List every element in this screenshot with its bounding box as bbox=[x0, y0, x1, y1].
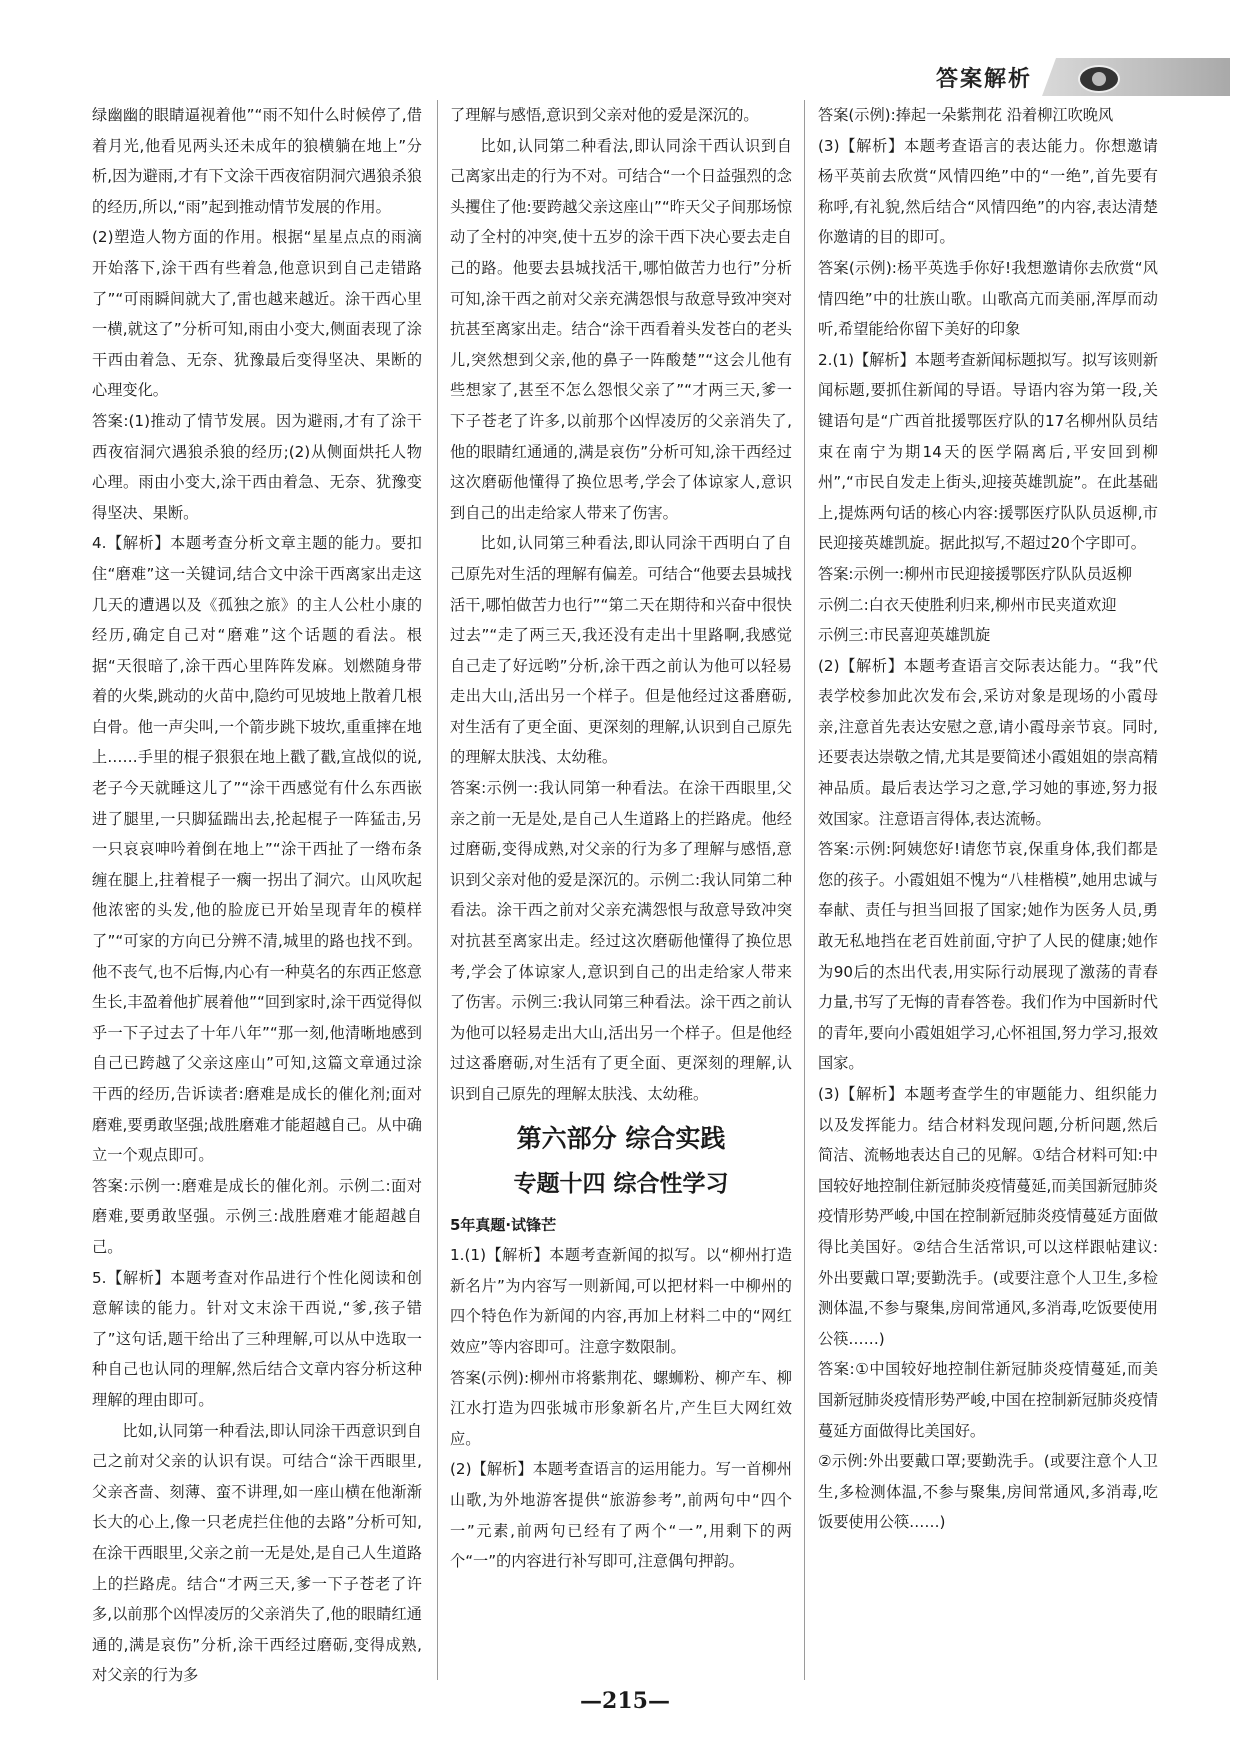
paragraph: 示例三:市民喜迎英雄凯旋 bbox=[818, 626, 991, 645]
paragraph: (2)塑造人物方面的作用。根据“星星点点的雨滴开始落下,涂干西有些着急,他意识到自己走错路了”“可雨瞬间就大了,雷也越来越近。涂干西心里一横,就这了”分析可知,雨由小变大,侧面表现了涂干西由着急、无奈、犹豫最后变得坚决、果断的心理变化。 bbox=[92, 228, 422, 400]
column-divider bbox=[437, 100, 438, 1680]
question-1-analysis: 1.(1)【解析】本题考查新闻的拟写。以“柳州打造新名片”为内容写一则新闻,可以把材料一中柳州的四个特色作为新闻的内容,再加上材料二中的“网红效应”等内容即可。注意字数限制。 bbox=[450, 1246, 792, 1356]
paragraph: ②示例:外出要戴口罩;要勤洗手。(或要注意个人卫生,多检测体温,不参与聚集,房间常通风,多消毒,吃饭要使用公筷……) bbox=[818, 1452, 1158, 1532]
question-4-analysis: 4.【解析】本题考查分析文章主题的能力。要扣住“磨难”这一关键词,结合文中涂干西离家出走这几天的遭遇以及《孤独之旅》的主人公杜小康的经历,确定自己对“磨难”这个话题的看法。根据“天很暗了,涂干西心里阵阵发麻。划燃随身带着的火柴,跳动的火苗中,隐约可见坡地上散着几根白骨。他一声尖叫,一个箭步跳下坡坎,重重摔在地上……手里的棍子狠狠在地上戳了戳,宣战似的说,老子今天就睡这儿了”“涂干西感觉有什么东西嵌进了腿里,一只脚猛踹出去,抡起棍子一阵猛击,另一只哀哀呻吟着倒在地上”“涂干西扯了一绺布条缠在腿上,拄着棍子一瘸一拐出了洞穴。山风吹起他浓密的头发,他的脸庞已开始呈现青年的模样了”“可家的方向已分辨不清,城里的路也找不到。他不丧气,也不后悔,内心有一种莫名的东西正悠意生长,丰盈着他扩展着他”“回到家时,涂干西觉得似乎一下子过去了十年八年”“那一刻,他清晰地感到自己已跨越了父亲这座山”可知,这篇文章通过涂干西的经历,告诉读者:磨难是成长的催化剂;面对磨难,要勇敢坚强;战胜磨难才能超越自己。从中确立一个观点即可。 bbox=[92, 534, 422, 1165]
paragraph: 比如,认同第一种看法,即认同涂干西意识到自己之前对父亲的认识有误。可结合“涂干西眼里,父亲吝啬、刻薄、蛮不讲理,如一座山横在他渐渐长大的心上,像一只老虎拦住他的去路”分析可知,在涂干西眼里,父亲之前一无是处,是自己人生道路上的拦路虎。结合“才两三天,爹一下子苍老了许多,以前那个凶悍凌厉的父亲消失了,他的眼睛红通通的,满是哀伤”分析,涂干西经过磨砺,变得成熟,对父亲的行为多 bbox=[92, 1421, 422, 1685]
question-5-analysis: 5.【解析】本题考查对作品进行个性化阅读和创意解读的能力。针对文末涂干西说,“爹,孩子错了”这句话,题干给出了三种理解,可以从中选取一种自己也认同的理解,然后结合文章内容分析这种理解的理由即可。 bbox=[92, 1268, 422, 1409]
answer-paragraph: 答案(示例):柳州市将紫荆花、螺蛳粉、柳产车、柳江水打造为四张城市形象新名片,产生巨大网红效应。 bbox=[450, 1368, 792, 1448]
paragraph: 绿幽幽的眼睛逼视着他”“雨不知什么时候停了,借着月光,他看见两头还未成年的狼横躺在地上”分析,因为避雨,才有下文涂干西夜宿阴洞穴遇狼杀狼的经历,所以,“雨”起到推动情节发展的作用。 bbox=[92, 106, 422, 216]
column-divider bbox=[804, 100, 805, 1680]
part-heading: 第六部分 综合实践 bbox=[516, 1123, 726, 1153]
topic-heading: 专题十四 综合性学习 bbox=[513, 1169, 729, 1197]
answer-paragraph: 答案:示例一:磨难是成长的催化剂。示例二:面对磨难,要勇敢坚强。示例三:战胜磨难才能超越自己。 bbox=[92, 1176, 422, 1256]
answer-paragraph: 答案:示例一:柳州市民迎接援鄂医疗队队员返柳 bbox=[818, 564, 1132, 583]
answer-paragraph: 答案:示例一:我认同第一种看法。在涂干西眼里,父亲之前一无是处,是自己人生道路上的拦路虎。他经过磨砺,变得成熟,对父亲的行为多了理解与感悟,意识到父亲对他的爱是深沉的。示例二:我认同第二种看法。涂干西之前对父亲充满怨恨与敌意导致冲突对抗甚至离家出走。经过这次磨砺他懂得了换位思考,学会了体谅家人,意识到自己的出走给家人带来了伤害。示例三:我认同第三种看法。涂干西之前认为他可以轻易走出大山,活出另一个样子。但是他经过这番磨砺,对生活有了更全面、更深刻的理解,认识到自己原先的理解太肤浅、太幼稚。 bbox=[450, 779, 792, 1103]
page-header-title: 答案解析 bbox=[930, 60, 1042, 95]
paragraph: (2)【解析】本题考查语言交际表达能力。“我”代表学校参加此次发布会,采访对象是现场的小霞母亲,注意首先表达安慰之意,请小霞母亲节哀。同时,还要表达崇敬之情,尤其是要简述小霞姐姐的崇高精神品质。最后表达学习之意,学习她的事迹,努力报效国家。注意语言得体,表达流畅。 bbox=[818, 656, 1158, 828]
answer-paragraph: 答案(示例):杨平英选手你好!我想邀请你去欣赏“风情四绝”中的壮族山歌。山歌高亢而美丽,浑厚而动听,希望能给你留下美好的印象 bbox=[818, 258, 1158, 339]
column-right bbox=[818, 100, 1158, 1670]
paragraph: (2)【解析】本题考查语言的运用能力。写一首柳州山歌,为外地游客提供“旅游参考”,前两句中“四个一”元素,前两句已经有了两个“一”,用剩下的两个“一”的内容进行补写即可,注意偶句押韵。 bbox=[450, 1460, 792, 1571]
paragraph: 比如,认同第二种看法,即认同涂干西认识到自己离家出走的行为不对。可结合“一个日益强烈的念头攫住了他:要跨越父亲这座山”“昨天父子间那场惊动了全村的冲突,使十五岁的涂干西下决心要去走自己的路。他要去县城找活干,哪怕做苦力也行”分析可知,涂干西之前对父亲充满怨恨与敌意导致冲突对抗甚至离家出走。结合“涂干西看着头发苍白的老头儿,突然想到父亲,他的鼻子一阵酸楚”“这会儿他有些想家了,甚至不怎么怨恨父亲了”“才两三天,爹一下子苍老了许多,以前那个凶悍凌厉的父亲消失了,他的眼睛红通通的,满是哀伤”分析可知,涂干西经过这次磨砺他懂得了换位思考,学会了体谅家人,意识到自己的出走给家人带来了伤害。 bbox=[450, 136, 792, 522]
column-left bbox=[92, 100, 422, 1685]
paragraph: (3)【解析】本题考查学生的审题能力、组织能力以及发挥能力。结合材料发现问题,分析问题,然后简洁、流畅地表达自己的见解。①结合材料可知:中国较好地控制住新冠肺炎疫情蔓延,而美国新冠肺炎疫情形势严峻,中国在控制新冠肺炎疫情蔓延方面做得比美国好。②结合生活常识,可以这样跟帖建议:外出要戴口罩;要勤洗手。(或要注意个人卫生,多检测体温,不参与聚集,房间常通风,多消毒,吃饭要使用公筷……) bbox=[818, 1085, 1158, 1348]
header-tab bbox=[930, 56, 1230, 98]
header-band bbox=[1042, 58, 1230, 96]
paragraph: 了理解与感悟,意识到父亲对他的爱是深沉的。 bbox=[450, 106, 759, 124]
section-tag: 5年真题·试锋芒 bbox=[450, 1215, 557, 1234]
question-2-analysis: 2.(1)【解析】本题考查新闻标题拟写。拟写该则新闻标题,要抓住新闻的导语。导语内容为第一段,关键语句是“广西首批援鄂医疗队的17名柳州队员结束在南宁为期14天的医学隔离后,平安回到柳州”,“市民自发走上街头,迎接英雄凯旋”。在此基础上,提炼两句话的核心内容:援鄂医疗队队员返柳,市民迎接英雄凯旋。据此拟写,不超过20个字即可。 bbox=[818, 350, 1158, 553]
paragraph: 示例二:白衣天使胜利归来,柳州市民夹道欢迎 bbox=[818, 595, 1117, 614]
column-middle bbox=[450, 100, 792, 1670]
paragraph: 比如,认同第三种看法,即认同涂干西明白了自己原先对生活的理解有偏差。可结合“他要去县城找活干,哪怕做苦力也行”“第二天在期待和兴奋中很快过去”“走了两三天,我还没有走出十里路啊,我感觉自己走了好远哟”分析,涂干西之前认为他可以轻易走出大山,活出另一个样子。但是他经过这番磨砺,对生活有了更全面、更深刻的理解,认识到自己原先的理解太肤浅、太幼稚。 bbox=[450, 534, 792, 767]
answer-paragraph: 答案:示例:阿姨您好!请您节哀,保重身体,我们都是您的孩子。小霞姐姐不愧为“八桂楷模”,她用忠诚与奉献、责任与担当回报了国家;她作为医务人员,勇敢无私地挡在老百姓前面,守护了人民的健康;她作为90后的杰出代表,用实际行动展现了激荡的青春力量,书写了无悔的青春答卷。我们作为中国新时代的青年,要向小霞姐姐学习,心怀祖国,努力学习,报效国家。 bbox=[818, 840, 1158, 1073]
page-number: —215— bbox=[580, 1688, 670, 1714]
answer-paragraph: 答案:(1)推动了情节发展。因为避雨,才有了涂干西夜宿洞穴遇狼杀狼的经历;(2)从侧面烘托人物心理。雨由小变大,涂干西由着急、无奈、犹豫变得坚决、果断。 bbox=[92, 411, 422, 522]
answer-paragraph: 答案:①中国较好地控制住新冠肺炎疫情蔓延,而美国新冠肺炎疫情形势严峻,中国在控制新冠肺炎疫情蔓延方面做得比美国好。 bbox=[818, 1360, 1158, 1440]
answer-paragraph: 答案(示例):捧起一朵紫荆花 沿着柳江吹晚风 bbox=[818, 106, 1114, 124]
eye-logo-icon bbox=[1078, 65, 1120, 93]
paragraph: (3)【解析】本题考查语言的表达能力。你想邀请杨平英前去欣赏“风情四绝”中的“一绝”,首先要有称呼,有礼貌,然后结合“风情四绝”的内容,表达清楚你邀请的目的即可。 bbox=[818, 136, 1158, 247]
